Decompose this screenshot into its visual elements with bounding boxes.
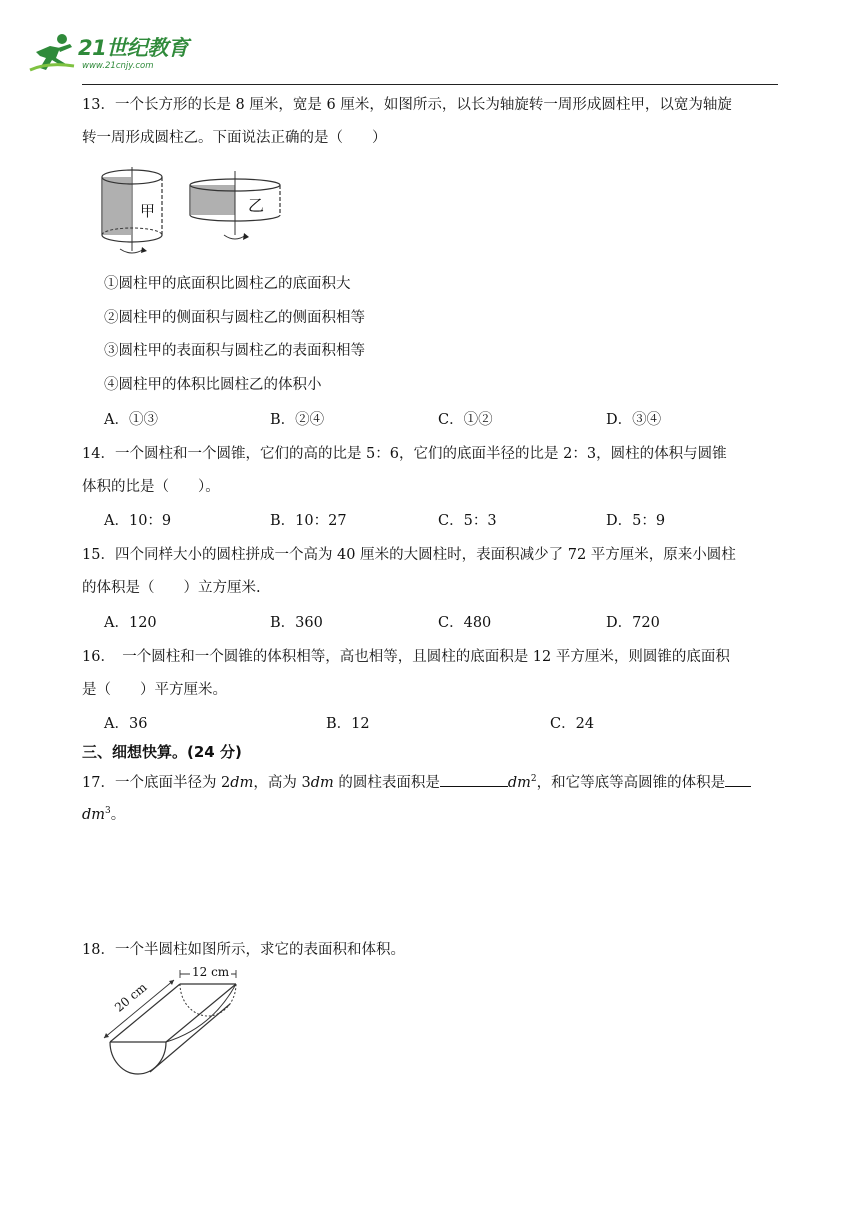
q13-statement-4: ④圆柱甲的体积比圆柱乙的体积小 [104, 377, 322, 393]
q17-text-part1: 17．一个底面半径为 2 [82, 775, 231, 791]
q16-option-c[interactable]: C．24 [550, 716, 595, 732]
q17-blank-2[interactable] [725, 772, 751, 787]
q18-half-cylinder-figure [100, 968, 250, 1078]
q15-option-a[interactable]: A．120 [104, 615, 157, 631]
q14-option-c[interactable]: C．5：3 [438, 513, 497, 529]
q13-cylinders-figure [98, 163, 298, 263]
q15-option-b[interactable]: B．360 [270, 615, 323, 631]
q13-line1: 13．一个长方形的长是 8 厘米，宽是 6 厘米，如图所示，以长为轴旋转一周形成圆柱甲，以宽为轴旋 [82, 97, 732, 113]
q17-line2 [82, 805, 125, 825]
q17-text-part3: 的圆柱表面积是 [333, 775, 440, 791]
q17-exp-2: 2 [530, 774, 537, 785]
q17-unit-1: dm [230, 775, 254, 791]
q17-unit-2: dm [310, 775, 334, 791]
section-3-title: 三、细想快算。(24 分) [82, 743, 242, 761]
q17-text-part2: ，高为 3 [253, 775, 311, 791]
q14-line1: 14．一个圆柱和一个圆锥，它们的高的比是 5：6，它们的底面半径的比是 2：3，圆柱的体积与圆锥 [82, 446, 727, 462]
q13-line2: 转一周形成圆柱乙。下面说法正确的是（ ） [82, 130, 387, 146]
fig-label-a: 甲 [140, 202, 156, 220]
logo [28, 32, 198, 76]
q18-label-width: 12 cm [192, 965, 230, 979]
q18-label-length: 20 cm [112, 980, 150, 1015]
q13-option-c[interactable]: C．①② [438, 412, 493, 428]
q14-option-d[interactable]: D．5：9 [606, 513, 666, 529]
q13-statement-3: ③圆柱甲的表面积与圆柱乙的表面积相等 [104, 343, 365, 359]
q13-option-b[interactable]: B．②④ [270, 412, 325, 428]
q16-option-b[interactable]: B．12 [326, 716, 370, 732]
q17-line1 [82, 772, 751, 793]
q15-option-d[interactable]: D．720 [606, 615, 660, 631]
q13-option-a[interactable]: A．①③ [104, 412, 158, 428]
logo-url: www.21cnjy.com [82, 61, 154, 71]
q17-blank-1[interactable] [440, 772, 508, 787]
q18-text: 18．一个半圆柱如图所示，求它的表面积和体积。 [82, 942, 405, 958]
q17-text-part5: 。 [110, 807, 126, 823]
runner-logo-icon [28, 32, 78, 76]
q13-statement-2: ②圆柱甲的侧面积与圆柱乙的侧面积相等 [104, 310, 365, 326]
q15-line2: 的体积是（ ）立方厘米. [82, 580, 261, 596]
q17-exp-3: 3 [105, 806, 111, 817]
q14-line2: 体积的比是（ ）。 [82, 479, 220, 495]
logo-text: 21世纪教育 [78, 36, 189, 60]
q16-option-a[interactable]: A．36 [104, 716, 148, 732]
q17-text-part4: ，和它等底等高圆锥的体积是 [536, 775, 726, 791]
q14-option-a[interactable]: A．10：9 [104, 513, 172, 529]
q13-statement-1: ①圆柱甲的底面积比圆柱乙的底面积大 [104, 276, 351, 292]
header-rule [82, 84, 778, 85]
q17-unit-4: dm [82, 807, 106, 823]
fig-label-b: 乙 [248, 196, 265, 215]
q14-option-b[interactable]: B．10：27 [270, 513, 347, 529]
q13-option-d[interactable]: D．③④ [606, 412, 662, 428]
q15-option-c[interactable]: C．480 [438, 615, 492, 631]
q15-line1: 15．四个同样大小的圆柱拼成一个高为 40 厘米的大圆柱时，表面积减少了 72 平方厘米，原来小圆柱 [82, 547, 736, 563]
q16-line2: 是（ ）平方厘米。 [82, 682, 227, 698]
q17-unit-3: dm [507, 775, 531, 791]
q16-line1: 16． 一个圆柱和一个圆锥的体积相等，高也相等，且圆柱的底面积是 12 平方厘米，则圆锥的底面积 [82, 649, 730, 665]
